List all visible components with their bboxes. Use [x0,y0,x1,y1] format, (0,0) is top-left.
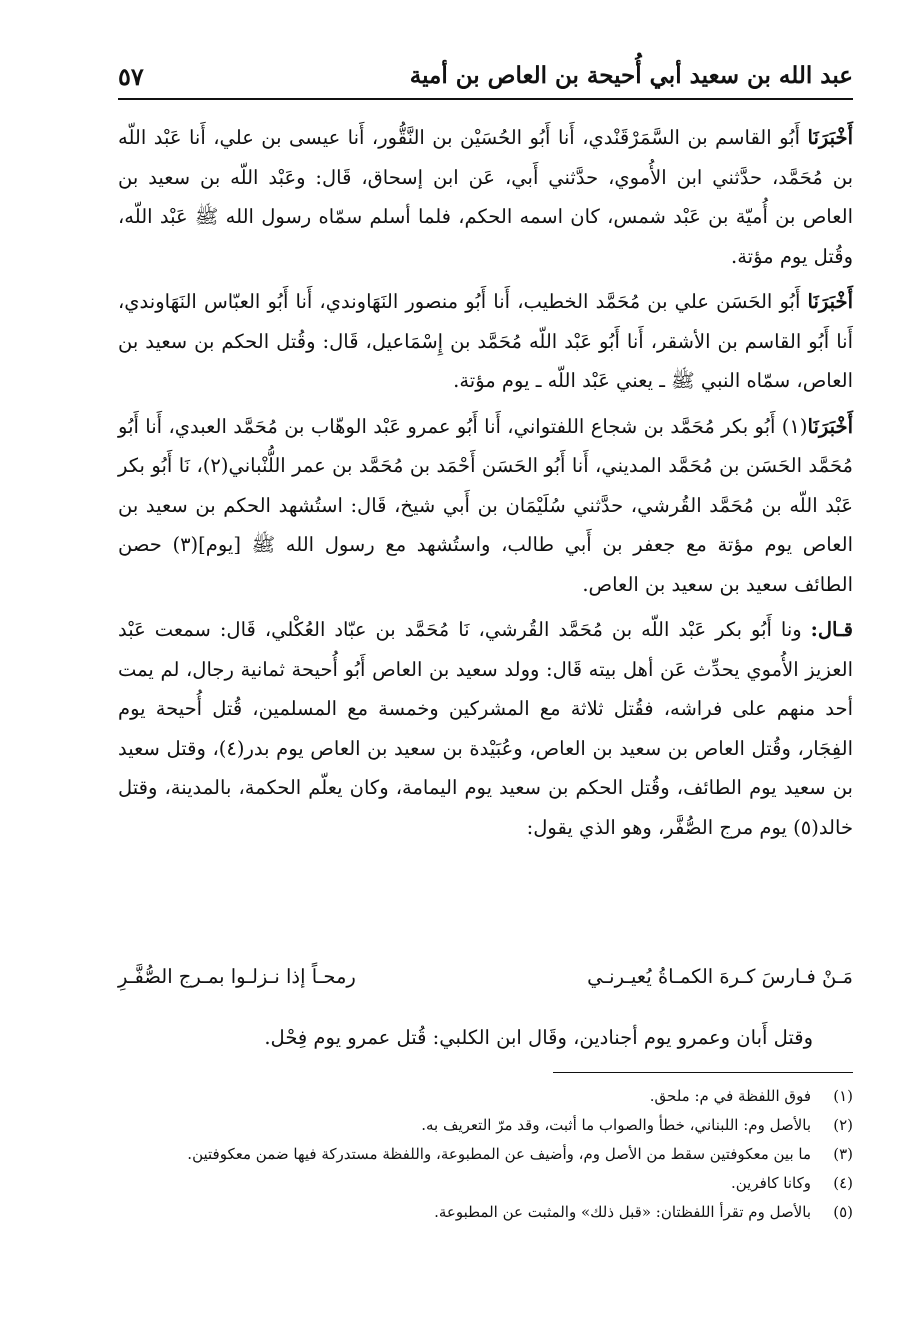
paragraph [118,118,853,276]
paragraph [118,282,853,401]
footnote-text: بالأصل وم تقرأ اللفظتان: «قبل ذلك» والمثبت عن المطبوعة. [434,1203,811,1221]
closing-line: وقتل أَبان وعمرو يوم أجنادين، وقَال ابن الكلبي: قُتل عمرو يوم فِحْل. [264,1026,813,1049]
running-title: عبد الله بن سعيد أبي أُحيحة بن العاص بن أمية [409,62,853,89]
paragraph-lead: أَخْبَرَنَا [807,290,853,313]
paragraph-lead: أَخْبَرَنَا [807,414,853,438]
footnote-number: (١) [833,1087,853,1105]
header-rule [118,98,853,100]
footnote-separator [553,1072,853,1073]
paragraph-lead: قـال: [810,618,853,641]
main-text [118,118,853,853]
paragraph-text: (١) أَبُو بكر مُحَمَّد بن شجاع اللفتواني، أَنا أَبُو عمرو عَبْد الوهّاب بن مُحَمَّد العبدي، أَنا أَبُو مُحَمَّد الحَسَن بن مُحَمَّد المديني، أَنا أَبُو الحَسَن أَحْمَد بن مُحَمَّد بن عمر اللُّنْباني(٢)، نَا أَبُو بكر عَبْد اللّه بن مُحَمَّد القُرشي، حدَّثني سُلَيْمَان بن أَبي شيخ، قَال: استُشهد الحكم بن سعيد بن العاص يوم مؤتة مع جعفر بن أَبي طالب، واستُشهد مع رسول الله ﷺ [يوم](٣) حصن الطائف سعيد بن سعيد بن العاص. [118,414,853,596]
footnotes [118,1082,853,1227]
running-header [118,58,853,98]
footnote-text: بالأصل وم: اللبناني، خطأ والصواب ما أثبت، وقد مرّ التعريف به. [421,1116,811,1134]
footnote-number: (٢) [833,1116,853,1134]
verse-first-hemistich: مَـنْ فـارسَ كـرهَ الكمـاةُ يُعيـرنـي [587,965,853,988]
paragraph [118,407,853,605]
footnote [118,1111,853,1140]
footnote [118,1082,853,1111]
footnote [118,1169,853,1198]
footnote-number: (٣) [833,1145,853,1163]
poem-verse [118,965,853,1009]
paragraph-text: ونا أَبُو بكر عَبْد اللّه بن مُحَمَّد القُرشي، نَا مُحَمَّد بن عبّاد العُكْلي، قَال: سمعت عَبْد العزيز الأُموي يحدِّث عَن أهل بيته قَال: وولد سعيد بن العاص أَبُو أُحيحة ثمانية رجال، لم يمت أحد منهم على فراشه، فقُتل ثلاثة مع المشركين وخمسة مع المسلمين، قُتل أُحيحة يوم الفِجَار، وقُتل العاص بن سعيد بن العاص، وعُبَيْدة بن سعيد بن العاص يوم بدر(٤)، وقتل سعيد بن سعيد يوم الطائف، وقُتل الحكم بن سعيد يوم اليمامة، وكان يعلّم الحكمة، بالمدينة، وقتل خالد(٥) يوم مرج الصُّفَّر، وهو الذي يقول: [118,618,853,839]
footnote-text: ما بين معكوفتين سقط من الأصل وم، وأضيف عن المطبوعة، واللفظة مستدركة فيها ضمن معكوفتين. [187,1145,811,1163]
footnote [118,1140,853,1169]
footnote [118,1198,853,1227]
footnote-number: (٥) [833,1203,853,1221]
footnote-text: وكانا كافرين. [731,1174,811,1192]
paragraph [118,610,853,847]
footnote-number: (٤) [833,1174,853,1192]
paragraph-text: أَبُو القاسم بن السَّمَرْقَنْدي، أَنا أَبُو الحُسَيْن بن النَّقُّور، أَنا عيسى بن علي، أَنا عَبْد اللّه بن مُحَمَّد، حدَّثني ابن الأُموي، حدَّثني أَبي، عَن ابن إسحاق، قَال: وعَبْد اللّه بن سعيد بن العاص بن أُميّة بن عَبْد شمس، كان اسمه الحكم، فلما أسلم سمّاه رسول الله ﷺ عَبْد اللّه، وقُتل يوم مؤتة. [118,126,853,268]
page-number: ٥٧ [118,62,144,91]
footnote-text: فوق اللفظة في م: ملحق. [649,1087,811,1105]
verse-second-hemistich: رمحـاً إذا نـزلـوا بمـرج الصُّفَّـرِ [118,965,356,988]
paragraph-text: أَبُو الحَسَن علي بن مُحَمَّد الخطيب، أَنا أَبُو منصور النَهَاوندي، أَنا أَبُو العبّاس النَهَاوندي، أَنا أَبُو القاسم بن الأشقر، أَنا أَبُو عَبْد اللّه مُحَمَّد بن إِسْمَاعيل، قَال: وقُتل الحكم بن سعيد بن العاص، سمّاه النبي ﷺ ـ يعني عَبْد اللّه ـ يوم مؤتة. [118,290,853,392]
paragraph-lead: أَخْبَرَنَا [807,126,853,149]
